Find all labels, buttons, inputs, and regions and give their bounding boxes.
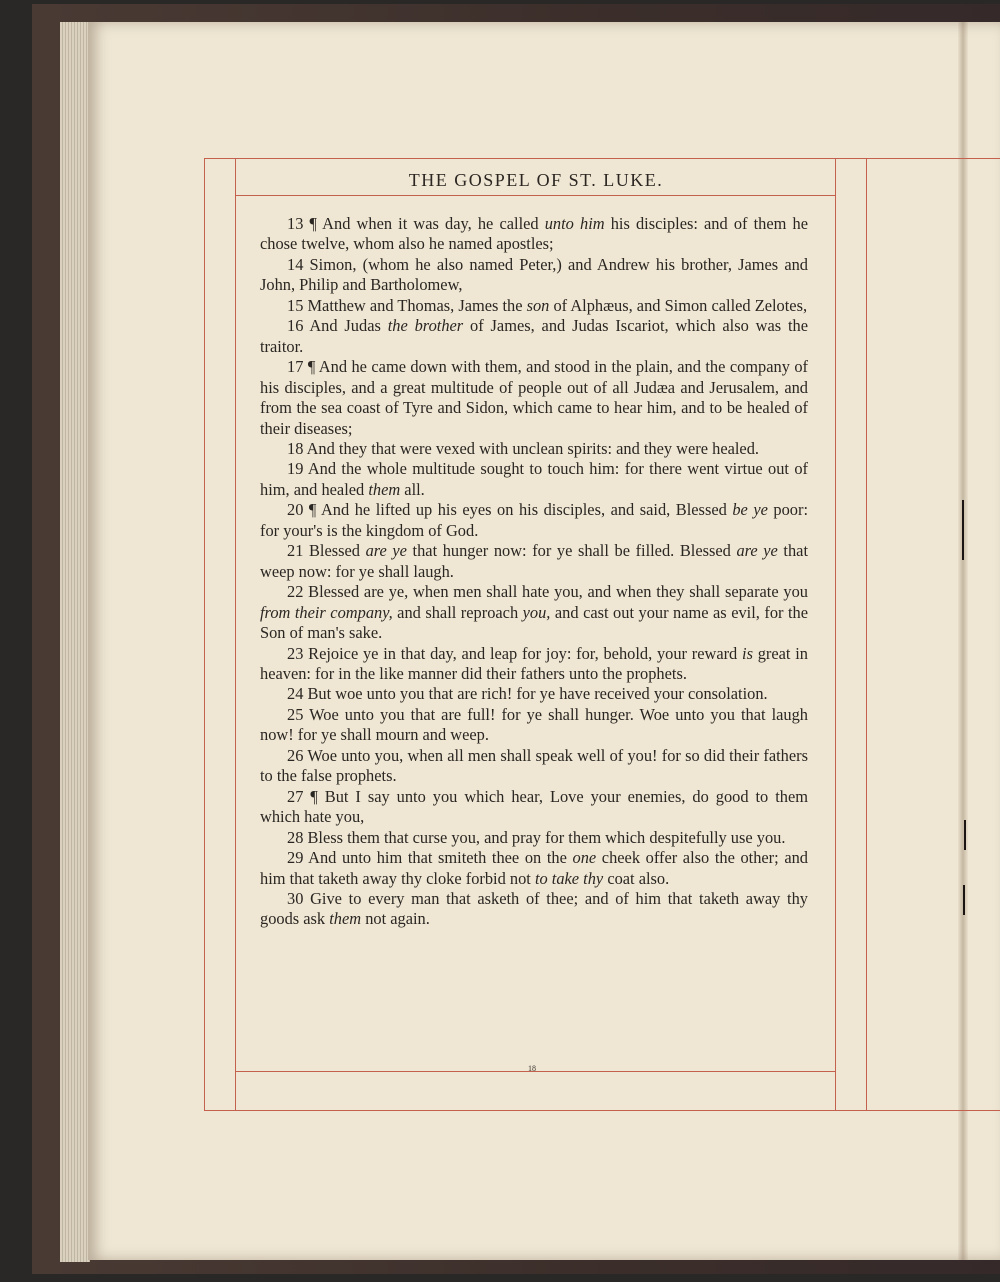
verse-text: 30 Give to every man that asketh of thee; and of him that taketh away thy goods ask bbox=[260, 888, 808, 929]
verse-italic-text: son bbox=[526, 295, 550, 315]
frame-rule-right-outer bbox=[866, 158, 867, 1111]
verse-text: 16 And Judas bbox=[287, 316, 388, 336]
verse-text: 23 Rejoice ye in that day, and leap for joy: for, behold, your reward bbox=[287, 643, 743, 663]
verse-text: 19 And the whole multitude sought to touch him: for there went virtue out of him, and healed bbox=[260, 459, 808, 499]
verse-text-block bbox=[260, 214, 808, 930]
verse-text: and cast out your name as evil, for the Son of man's sake. bbox=[260, 602, 808, 643]
verse-text: 15 Matthew and Thomas, James the bbox=[287, 295, 527, 315]
verse-paragraph bbox=[260, 644, 808, 685]
verse-text: 21 Blessed bbox=[287, 541, 366, 561]
frame-rule-right-inner bbox=[835, 158, 836, 1111]
verse-text: his disciples: and of them he chose twelve, whom also he named apostles; bbox=[260, 214, 808, 254]
verse-text: all. bbox=[400, 479, 425, 499]
verse-paragraph bbox=[260, 541, 808, 582]
verse-italic-text: the brother bbox=[387, 316, 464, 336]
verse-paragraph bbox=[260, 459, 808, 500]
verse-text: 24 But woe unto you that are rich! for ye have received your consolation. bbox=[287, 684, 768, 704]
verse-italic-text: them bbox=[368, 479, 401, 499]
frame-rule-header bbox=[236, 195, 836, 196]
page-gutter bbox=[958, 22, 968, 1260]
verse-text: 28 Bless them that curse you, and pray for them which despitefully use you. bbox=[287, 827, 786, 847]
running-header-title: THE GOSPEL OF ST. LUKE. bbox=[408, 170, 664, 190]
verse-italic-text: you, bbox=[522, 602, 551, 622]
verse-text: 25 Woe unto you that are full! for ye shall hunger. Woe unto you that laugh now! for ye shall mourn and weep. bbox=[260, 704, 808, 745]
verse-italic-text: them bbox=[329, 909, 362, 929]
frame-rule-top bbox=[204, 158, 1000, 159]
verse-italic-text: are ye bbox=[365, 541, 407, 561]
verse-italic-text: to take thy bbox=[534, 868, 604, 888]
verse-paragraph bbox=[260, 316, 808, 357]
verse-text: 17 ¶ And he came down with them, and stood in the plain, and the company of his disciples, and a great multitude of people out of all Judæa and Jerusalem, and from the sea coast of Tyre and Sidon, which came to hear him, and to be healed of their diseases; bbox=[260, 357, 808, 438]
frame-rule-left-inner bbox=[235, 158, 236, 1111]
verse-paragraph bbox=[260, 828, 808, 848]
verse-paragraph bbox=[260, 357, 808, 439]
verse-italic-text: unto him bbox=[544, 214, 605, 233]
verse-text: that hunger now: for ye shall be filled. Blessed bbox=[406, 541, 737, 561]
verse-text: that weep now: for ye shall laugh. bbox=[260, 541, 808, 581]
verse-text: of Alphæus, and Simon called Zelotes, bbox=[549, 295, 808, 315]
verse-paragraph bbox=[260, 787, 808, 828]
verse-paragraph bbox=[260, 214, 808, 255]
verse-paragraph bbox=[260, 684, 808, 704]
verse-italic-text: are ye bbox=[736, 541, 778, 561]
edge-mark bbox=[962, 500, 964, 560]
verse-text: poor: for your's is the kingdom of God. bbox=[260, 500, 808, 540]
verse-italic-text: from their company, bbox=[260, 602, 393, 622]
verse-italic-text: one bbox=[572, 848, 597, 868]
verse-text: 26 Woe unto you, when all men shall speak well of you! for so did their fathers to the false prophets. bbox=[260, 745, 808, 786]
verse-text: 14 Simon, (whom he also named Peter,) and Andrew his brother, James and John, Philip and Bartholomew, bbox=[260, 254, 808, 295]
frame-rule-bottom bbox=[204, 1110, 1000, 1111]
verse-paragraph bbox=[260, 439, 808, 459]
verse-paragraph bbox=[260, 848, 808, 889]
verse-paragraph bbox=[260, 705, 808, 746]
verse-text: 18 And they that were vexed with unclean spirits: and they were healed. bbox=[287, 438, 759, 458]
edge-mark bbox=[964, 820, 966, 850]
verse-text: 27 ¶ But I say unto you which hear, Love your enemies, do good to them which hate you, bbox=[260, 786, 808, 827]
verse-paragraph bbox=[260, 889, 808, 930]
verse-paragraph bbox=[260, 296, 808, 316]
edge-mark bbox=[963, 885, 965, 915]
verse-text: 29 And unto him that smiteth thee on the bbox=[287, 848, 573, 868]
verse-paragraph bbox=[260, 255, 808, 296]
verse-text: coat also. bbox=[603, 868, 670, 888]
verse-italic-text: be ye bbox=[732, 500, 768, 520]
verse-paragraph bbox=[260, 746, 808, 787]
frame-rule-left-outer bbox=[204, 158, 205, 1111]
page-folio: 18 bbox=[528, 1064, 536, 1073]
verse-text: cheek offer also the other; and him that taketh away thy cloke forbid not bbox=[260, 848, 808, 888]
verse-paragraph bbox=[260, 500, 808, 541]
verse-italic-text: is bbox=[742, 643, 753, 663]
verse-text: not again. bbox=[361, 909, 430, 929]
verse-text: great in heaven: for in the like manner did their fathers unto the prophets. bbox=[260, 643, 808, 683]
verse-paragraph bbox=[260, 582, 808, 643]
verse-text: and shall reproach bbox=[392, 602, 523, 622]
frame-rule-footer bbox=[236, 1071, 836, 1072]
verse-text: 22 Blessed are ye, when men shall hate you, and when they shall separate you bbox=[287, 582, 808, 602]
verse-text: 13 ¶ And when it was day, he called bbox=[287, 214, 545, 233]
verse-text: of James, and Judas Iscariot, which also was the traitor. bbox=[260, 316, 809, 356]
verse-text: 20 ¶ And he lifted up his eyes on his disciples, and said, Blessed bbox=[287, 500, 733, 520]
page-edges bbox=[60, 22, 90, 1262]
